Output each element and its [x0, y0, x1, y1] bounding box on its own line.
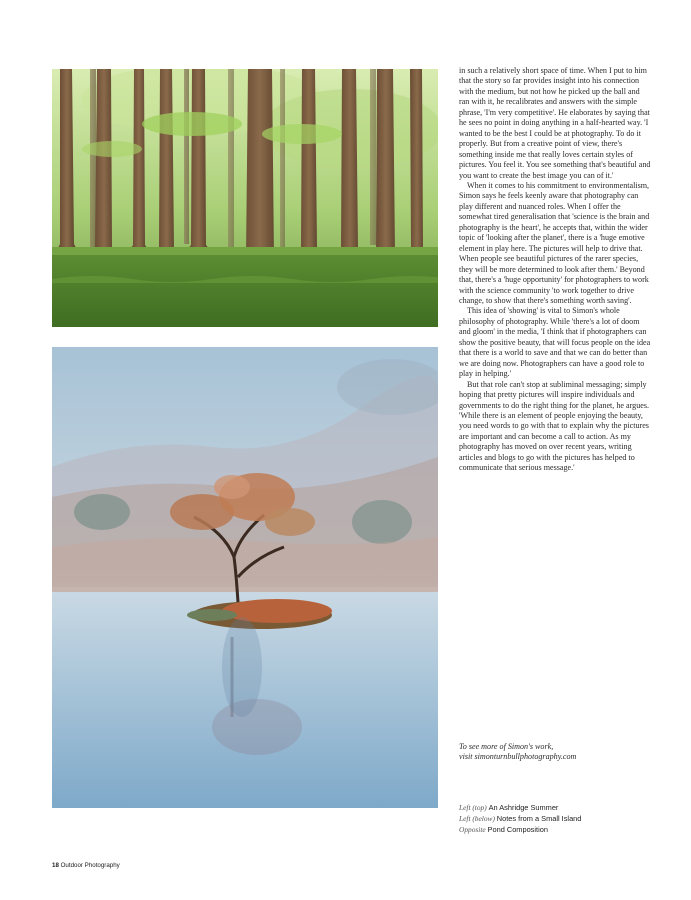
magazine-name: Outdoor Photography — [60, 862, 120, 869]
credit-url[interactable]: visit simonturnbullphotography.com — [459, 752, 577, 762]
article-paragraph: But that role can't stop at subliminal messaging; simply hoping that pretty pictures will inspire individuals and governments to do the right thing for the planet, he argues. 'While there is an element of people enjoying the beauty, you need words to go with that to explain why the pictures are important and can become a call to action. As my photography has moved on over recent years, writing articles and blogs to go with the pictures has helped to communicate that serious message.' — [459, 379, 650, 473]
caption-row — [459, 813, 659, 824]
article-paragraph: in such a relatively short space of time. When I put to him that the story so far provides insight into his connection with the medium, but not how he picked up the ball and ran with it, he recalibrates and answers with the simple phrase, 'I'm very competitive'. He elaborates by saying that he sees no point in doing anything in a half-hearted way. 'I wanted to be the best I could be at photography. To do it properly. But from a creative point of view, there's something inside me that really loves certain styles of pictures. You feel it. You see something that's beautiful and you want to create the best image you can of it.' — [459, 66, 651, 180]
caption-title: An Ashridge Summer — [488, 803, 559, 812]
caption-title: Pond Composition — [487, 825, 548, 834]
forest-photo — [52, 69, 438, 327]
website-credit — [459, 742, 651, 763]
caption-title: Notes from a Small Island — [496, 814, 582, 823]
caption-row — [459, 802, 659, 813]
caption-position: Left (below) — [459, 814, 497, 823]
page-folio — [52, 862, 120, 869]
caption-row — [459, 824, 659, 835]
credit-line: To see more of Simon's work, — [459, 742, 554, 751]
lone-tree-photo — [52, 347, 438, 808]
article-body — [459, 66, 651, 474]
caption-position: Opposite — [459, 825, 488, 834]
article-paragraph: When it comes to his commitment to environmentalism, Simon says he feels keenly aware that photography can play different and nuanced roles. When I offer the somewhat tired generalisation that 'science is the brain and photography is the heart', he accepts that, within the wider topic of 'looking after the planet', there is a 'huge emotive element in play here. The pictures will help to drive that. When people see beautiful pictures of the rarer species, they will be more determined to look after them.' Beyond that, there's a 'huge opportunity' for photographers to work with the science community 'to work together to drive change, to show that there's something worth saving'. — [459, 180, 650, 305]
photo-captions — [459, 802, 659, 835]
caption-position: Left (top) — [459, 803, 489, 812]
page-number: 18 — [52, 862, 61, 869]
article-paragraph: This idea of 'showing' is vital to Simon's whole philosophy of photography. While 'there's a lot of doom and gloom' in the media, 'I think that if photographers can show the positive beauty, that will focus people on the idea that there is a world to save and that we can do better than we are doing now. Photographers can have a good role to play in helping.' — [459, 306, 651, 379]
